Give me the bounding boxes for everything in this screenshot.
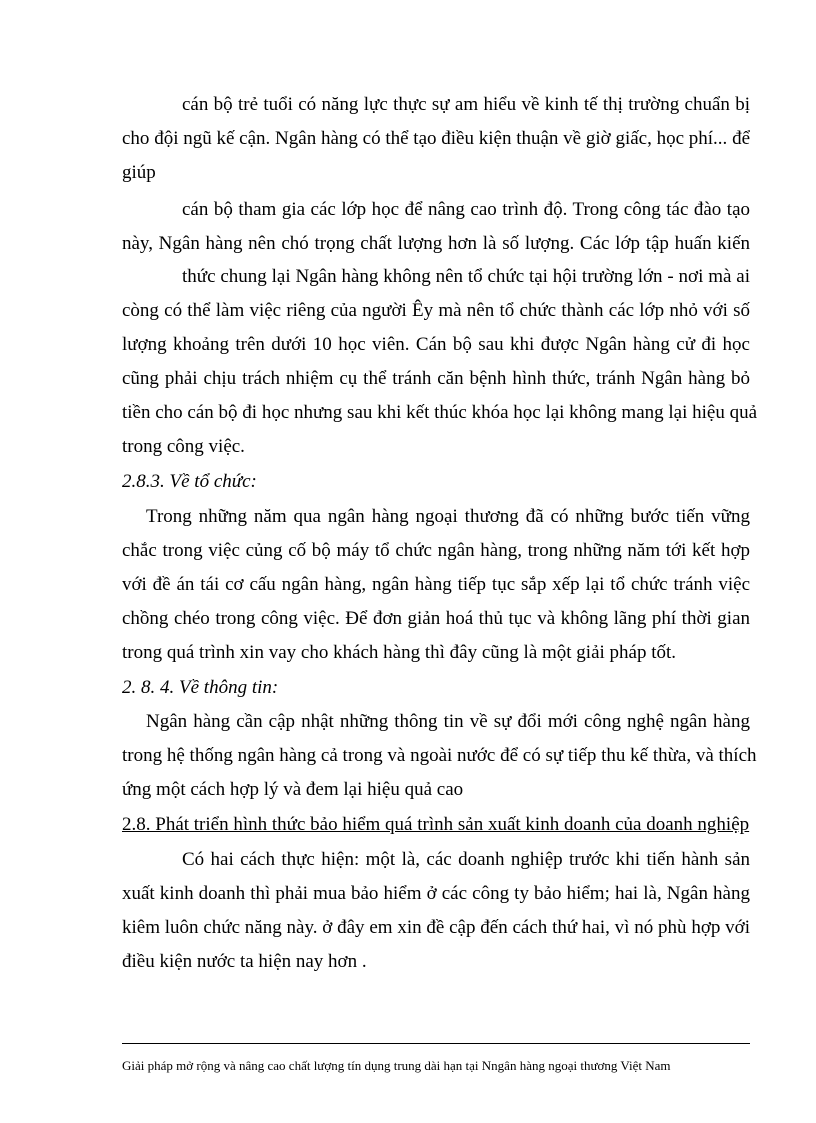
paragraph-6-line-1: Có hai cách thực hiện: một là, các doanh nghiệp trước khi tiến hành sản bbox=[182, 849, 750, 870]
paragraph-4-line-2: chắc trong việc củng cố bộ máy tổ chức ngân hàng, trong những năm tới kết hợp bbox=[122, 540, 750, 561]
paragraph-5-line-2: trong hệ thống ngân hàng cả trong và ngoài nước để có sự tiếp thu kế thừa, và thích bbox=[122, 745, 757, 766]
paragraph-4-line-5: trong quá trình xin vay cho khách hàng thì đây cũng là một giải pháp tốt. bbox=[122, 642, 677, 663]
section-heading-2-8: 2.8. Phát triển hình thức bảo hiểm quá trình sản xuất kinh doanh của doanh nghiệp bbox=[122, 814, 750, 835]
paragraph-6-line-2: xuất kinh doanh thì phải mua bảo hiểm ở các công ty bảo hiểm; hai là, Ngân hàng bbox=[122, 883, 750, 904]
paragraph-3-line-6: trong công việc. bbox=[122, 436, 245, 457]
paragraph-5-line-3: ứng một cách hợp lý và đem lại hiệu quả cao bbox=[122, 779, 464, 800]
page-footer: Giải pháp mở rộng và nâng cao chất lượng tín dụng trung dài hạn tại Nngân hàng ngoại thương Việt Nam bbox=[122, 1058, 671, 1073]
paragraph-3-line-1: thức chung lại Ngân hàng không nên tổ chức tại hội trường lớn - nơi mà ai bbox=[182, 266, 750, 287]
paragraph-3-line-2: còng có thể làm việc riêng của người Êy mà nên tổ chức thành các lớp nhỏ với số bbox=[122, 300, 750, 321]
footer-divider bbox=[122, 1043, 750, 1044]
paragraph-1-line-2: cho đội ngũ kế cận. Ngân hàng có thể tạo điều kiện thuận về giờ giấc, học phí... để bbox=[122, 128, 750, 149]
paragraph-1-line-1: cán bộ trẻ tuổi có năng lực thực sự am hiểu về kinh tế thị trường chuẩn bị bbox=[182, 94, 750, 115]
paragraph-2-line-2: này, Ngân hàng nên chó trọng chất lượng hơn là số lượng. Các lớp tập huấn kiến bbox=[122, 233, 750, 254]
section-heading-2-8-4: 2. 8. 4. Về thông tin: bbox=[122, 677, 279, 698]
paragraph-6-line-3: kiêm luôn chức năng này. ở đây em xin đề cập đến cách thứ hai, vì nó phù hợp với bbox=[122, 917, 750, 938]
paragraph-4-line-1: Trong những năm qua ngân hàng ngoại thương đã có những bước tiến vững bbox=[146, 506, 750, 527]
paragraph-3-line-5: tiền cho cán bộ đi học nhưng sau khi kết thúc khóa học lại không mang lại hiệu quả bbox=[122, 402, 758, 423]
section-heading-2-8-3: 2.8.3. Về tổ chức: bbox=[122, 471, 257, 492]
paragraph-1-line-3: giúp bbox=[122, 162, 156, 183]
paragraph-6-line-4: điều kiện nước ta hiện nay hơn . bbox=[122, 951, 367, 972]
paragraph-2-line-1: cán bộ tham gia các lớp học để nâng cao trình độ. Trong công tác đào tạo bbox=[182, 199, 750, 220]
paragraph-3-line-3: lượng khoảng trên dưới 10 học viên. Cán bộ sau khi được Ngân hàng cử đi học bbox=[122, 334, 750, 355]
paragraph-5-line-1: Ngân hàng cần cập nhật những thông tin về sự đổi mới công nghệ ngân hàng bbox=[146, 711, 750, 732]
paragraph-3-line-4: cũng phải chịu trách nhiệm cụ thể tránh căn bệnh hình thức, tránh Ngân hàng bỏ bbox=[122, 368, 750, 389]
paragraph-4-line-3: với đề án tái cơ cấu ngân hàng, ngân hàng tiếp tục sắp xếp lại tổ chức tránh việc bbox=[122, 574, 750, 595]
paragraph-4-line-4: chồng chéo trong công việc. Để đơn giản hoá thủ tục và không lãng phí thời gian bbox=[122, 608, 750, 629]
